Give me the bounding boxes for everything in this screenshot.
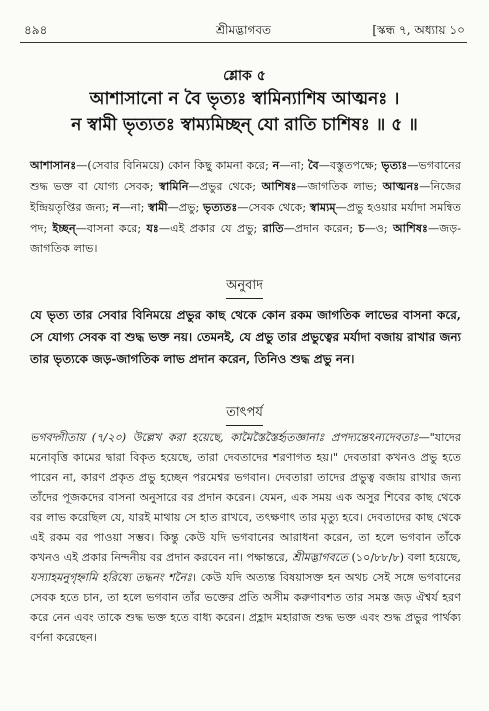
synonym-meaning: —না; (119, 201, 149, 214)
purport-quote-sanskrit: কামৈস্তৈস্তৈর্হৃতজ্ঞানাঃ প্রপদ্যন্তেঽন্যদেবতাঃ (230, 431, 419, 444)
synonym-meaning: —নিজের ইন্দ্রিয়তৃপ্তির জন্য; (30, 180, 461, 214)
running-header (20, 18, 467, 43)
synonym-term: ভৃত্যতঃ (202, 200, 238, 214)
synonym-term: যঃ (146, 221, 159, 235)
synonym-meaning: —(সেবার বিনিময়ে) কোন কিছু কামনা করে; (76, 159, 273, 172)
synonym-meaning: —ও; (364, 222, 394, 235)
synonym-meaning: —প্রভু হওয়ার মর্যাদা সমন্বিত পদ; (30, 201, 461, 235)
purport-text (30, 428, 461, 648)
verse-line-2: ন স্বামী ভৃত্যতঃ স্বাম্যমিচ্ছন্ যো রাতি চাশিষঃ ॥ ৫ ॥ (71, 115, 418, 135)
synonym-meaning: —জড়-জাগতিক লাভ। (30, 222, 461, 255)
synonym-term: বৈ (308, 158, 319, 172)
synonym-term: আশিষঃ (393, 221, 429, 235)
synonym-term: স্বাম্যম্ (309, 200, 336, 214)
synonym-term: ইচ্ছন্ (52, 221, 76, 235)
book-title: শ্রীমদ্ভাগবত (215, 23, 272, 37)
purport-heading (0, 403, 489, 426)
synonym-term: স্বামী (148, 200, 168, 214)
synonym-meaning: —বাসনা করে; (75, 222, 147, 235)
synonym-meaning: —প্রভুর থেকে; (188, 180, 262, 193)
synonym-term: আশিষঃ (261, 179, 297, 193)
purport-italic-ref: ভগবদ্গীতায় (৭/২০) উল্লেখ করা হয়েছে, (30, 431, 231, 444)
page-number: ৪৯৪ (24, 23, 48, 37)
purport-body: —"যাদের মনোবৃত্তি কামের দ্বারা বিকৃত হয়েছে, তারা দেবতাদের শরণাগত হয়।" দেবতারা কখনও প্রভু হতে পারেন না, কারণ প্রকৃত প্রভু হচ্ছেন পরমেশ্বর ভগবান। দেবতারা তাদের প্রভুত্ব বজায় রাখার জন্য তাঁদের পূজকদের বাসনা অনুসারে বর প্রদান করেন। যেমন, এক সময় এক অসুর শিবের কাছ থেকে বর লাভ করেছিল যে, যারই মাথায় সে হাত রাখবে, তৎক্ষণাৎ তার মৃত্যু হবে। দেবতাদের কাছ থেকে এই রকম বর পাওয়া সম্ভব। কিন্তু কেউ যদি ভগবানের আরাধনা করেন, তা হলে ভগবান তাঁকে কখনও এই প্রকার নিন্দনীয় বর প্রদান করবেন না। পক্ষান্তরে, (30, 431, 461, 564)
synonym-meaning: —জাগতিক লাভ; (296, 180, 383, 193)
word-for-word-synonyms (30, 155, 461, 259)
translation-text: যে ভৃত্য তার সেবার বিনিময়ে প্রভুর কাছ থেকে কোন রকম জাগতিক লাভের বাসনা করে, সে যোগ্য সেবক বা শুদ্ধ ভক্ত নয়। তেমনই, যে প্রভু তার প্রভুত্বের মর্যাদা বজায় রাখার জন্য তার ভৃত্যকে জড়-জাগতিক লাভ প্রদান করেন, তিনিও শুদ্ধ প্রভু নন। (30, 308, 461, 366)
synonym-term: রাতি (262, 221, 284, 235)
synonym-meaning: —সেবক থেকে; (237, 201, 310, 214)
purport-ref-number: (১০/৮৮/৮) বলা হয়েছে, (347, 551, 461, 564)
synonym-term: স্বামিনি (159, 179, 189, 193)
synonym-meaning: —প্রদান করেন; (283, 222, 359, 235)
synonym-term: চ (358, 221, 365, 235)
synonym-term: ন (112, 200, 120, 214)
synonym-meaning: —ভগবানের শুদ্ধ ভক্ত বা যোগ্য সেবক; (30, 159, 461, 193)
synonym-meaning: —বস্তুতপক্ষে; (318, 159, 382, 172)
synonym-term: আশাসানঃ (30, 158, 77, 172)
synonym-term: আত্মনঃ (382, 179, 420, 193)
synonym-term: ভৃত্যঃ (381, 158, 408, 172)
purport-bhagavatam-ref: শ্রীমদ্ভাগবতে (292, 551, 348, 564)
translation-heading (0, 276, 489, 299)
synonym-meaning: —না; (279, 159, 309, 172)
synonym-term: ন (272, 158, 280, 172)
verse-line-1: আশাসানো ন বৈ ভৃত্যঃ স্বামিন্যাশিষ আত্মনঃ । (89, 89, 400, 109)
sanskrit-verse (30, 86, 459, 138)
translation-heading-text: অনুবাদ (226, 276, 263, 299)
synonym-meaning: —এই প্রকার যে প্রভু; (158, 222, 263, 235)
purport-heading-text: তাৎপর্য (226, 403, 263, 426)
canto-chapter-label: [স্কন্ধ ৭, অধ্যায় ১০ (372, 23, 465, 37)
purport-quote-verse: যস্যাহমনুগৃহ্নামি হরিষ্যে তদ্ধনং শনৈঃ (30, 571, 193, 584)
synonym-meaning: —প্রভু; (167, 201, 203, 214)
purport-conclusion: । কেউ যদি অত্যন্ত বিষয়াসক্ত হন অথচ সেই সঙ্গে ভগবানের সেবক হতে চান, তা হলে ভগবান তাঁর ভক্তের প্রতি অসীম করুণাবশত তার সমস্ত জড় ঐশ্বর্য হরণ করে নেন এবং তাকে শুদ্ধ ভক্ত হতে বাধ্য করেন। প্রহ্লাদ মহারাজ শুদ্ধ ভক্ত এবং শুদ্ধ প্রভুর পার্থক্য বর্ণনা করেছেন। (30, 571, 461, 644)
verse-heading: শ্লোক ৫ (223, 68, 266, 84)
